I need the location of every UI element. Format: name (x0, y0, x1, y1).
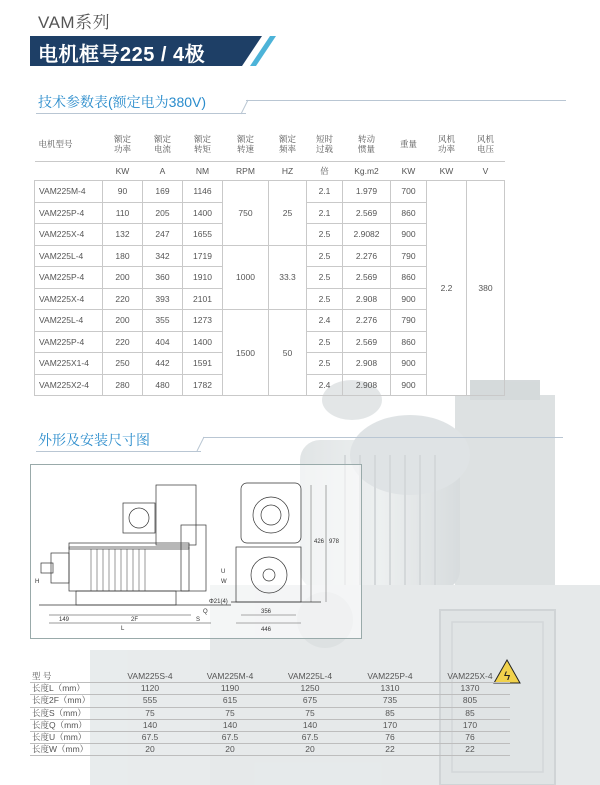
dims-row-label: 长度2F（mm） (30, 695, 110, 707)
speed-cell: 750 (223, 181, 269, 246)
dims-value-cell: 170 (350, 719, 430, 731)
dims-title-rule (203, 437, 563, 438)
current-cell: 205 (143, 202, 183, 224)
overload-cell: 2.1 (307, 181, 343, 203)
dims-model-header: VAM225P-4 (350, 671, 430, 683)
overload-cell: 2.5 (307, 288, 343, 310)
params-col-header: 风机 电压 (467, 127, 505, 162)
params-title-underline (36, 113, 246, 114)
inertia-cell: 2.908 (343, 353, 391, 375)
dims-title-underline (36, 451, 201, 452)
dims-value-cell: 75 (270, 707, 350, 719)
power-cell: 110 (103, 202, 143, 224)
params-col-header: 风机 功率 (427, 127, 467, 162)
label-2f: 2F (131, 617, 139, 623)
fan-power-cell: 2.2 (427, 181, 467, 396)
model-cell: VAM225P-4 (35, 267, 103, 289)
inertia-cell: 1.979 (343, 181, 391, 203)
label-426: 426 (314, 539, 325, 545)
current-cell: 247 (143, 224, 183, 246)
params-col-header: 电机型号 (35, 127, 103, 162)
current-cell: 393 (143, 288, 183, 310)
weight-cell: 900 (391, 353, 427, 375)
dims-model-header: VAM225S-4 (110, 671, 190, 683)
overload-cell: 2.4 (307, 374, 343, 396)
model-cell: VAM225X2-4 (35, 374, 103, 396)
model-cell: VAM225X-4 (35, 224, 103, 246)
dimension-drawing (30, 464, 362, 639)
dims-value-cell: 1310 (350, 683, 430, 695)
model-cell: VAM225M-4 (35, 181, 103, 203)
params-title-slant (240, 99, 250, 115)
overload-cell: 2.1 (307, 202, 343, 224)
dims-model-header: VAM225M-4 (190, 671, 270, 683)
params-col-unit: KW (427, 162, 467, 181)
power-cell: 90 (103, 181, 143, 203)
current-cell: 355 (143, 310, 183, 332)
label-w: W (221, 579, 227, 585)
dims-value-cell: 170 (430, 719, 510, 731)
dims-value-cell: 1120 (110, 683, 190, 695)
params-header-row (35, 127, 505, 162)
inertia-cell: 2.908 (343, 288, 391, 310)
dims-value-cell: 75 (190, 707, 270, 719)
params-col-header: 重量 (391, 127, 427, 162)
table-row (30, 731, 510, 743)
motor-front-view (231, 483, 326, 623)
torque-cell: 1719 (183, 245, 223, 267)
power-cell: 132 (103, 224, 143, 246)
model-cell: VAM225X1-4 (35, 353, 103, 375)
dims-model-header: VAM225X-4 (430, 671, 510, 683)
dims-value-cell: 20 (190, 744, 270, 756)
inertia-cell: 2.569 (343, 267, 391, 289)
dims-value-cell: 805 (430, 695, 510, 707)
torque-cell: 1910 (183, 267, 223, 289)
model-cell: VAM225L-4 (35, 310, 103, 332)
weight-cell: 860 (391, 331, 427, 353)
dims-value-cell: 22 (350, 744, 430, 756)
params-col-unit: Kg.m2 (343, 162, 391, 181)
torque-cell: 1400 (183, 202, 223, 224)
weight-cell: 900 (391, 224, 427, 246)
label-446: 446 (261, 627, 272, 633)
dims-value-cell: 140 (190, 719, 270, 731)
params-col-header: 额定 功率 (103, 127, 143, 162)
series-label: VAM系列 (38, 13, 111, 32)
torque-cell: 1591 (183, 353, 223, 375)
params-col-header: 额定 电流 (143, 127, 183, 162)
dims-value-cell: 1250 (270, 683, 350, 695)
weight-cell: 860 (391, 202, 427, 224)
power-cell: 250 (103, 353, 143, 375)
params-col-unit: 倍 (307, 162, 343, 181)
table-row (30, 683, 510, 695)
params-col-header: 额定 频率 (269, 127, 307, 162)
label-978: 978 (329, 539, 340, 545)
dims-row-label: 长度S（mm） (30, 707, 110, 719)
current-cell: 404 (143, 331, 183, 353)
overload-cell: 2.5 (307, 245, 343, 267)
inertia-cell: 2.569 (343, 202, 391, 224)
dims-section-title: 外形及安装尺寸图 (38, 432, 150, 448)
freq-cell: 50 (269, 310, 307, 396)
dims-header-label: 型 号 (30, 671, 110, 683)
power-cell: 200 (103, 310, 143, 332)
label-l: L (121, 626, 125, 632)
label-356: 356 (261, 609, 272, 615)
table-row (30, 744, 510, 756)
dims-value-cell: 75 (110, 707, 190, 719)
dims-value-cell: 76 (430, 731, 510, 743)
torque-cell: 1782 (183, 374, 223, 396)
label-149: 149 (59, 617, 70, 623)
params-col-unit: A (143, 162, 183, 181)
params-col-unit: NM (183, 162, 223, 181)
dims-model-header: VAM225L-4 (270, 671, 350, 683)
inertia-cell: 2.908 (343, 374, 391, 396)
weight-cell: 860 (391, 267, 427, 289)
inertia-cell: 2.276 (343, 245, 391, 267)
dims-row-label: 长度Q（mm） (30, 719, 110, 731)
label-u: U (221, 569, 226, 575)
params-col-unit: HZ (269, 162, 307, 181)
table-row (30, 695, 510, 707)
dims-value-cell: 20 (110, 744, 190, 756)
dims-value-cell: 140 (110, 719, 190, 731)
current-cell: 480 (143, 374, 183, 396)
weight-cell: 790 (391, 310, 427, 332)
dims-row-label: 长度W（mm） (30, 744, 110, 756)
dims-value-cell: 675 (270, 695, 350, 707)
params-unit-row (35, 162, 505, 181)
params-col-unit: KW (103, 162, 143, 181)
inertia-cell: 2.9082 (343, 224, 391, 246)
params-title-rule (246, 100, 566, 101)
overload-cell: 2.5 (307, 267, 343, 289)
inertia-cell: 2.276 (343, 310, 391, 332)
dims-value-cell: 555 (110, 695, 190, 707)
torque-cell: 2101 (183, 288, 223, 310)
freq-cell: 33.3 (269, 245, 307, 310)
params-table (34, 127, 505, 396)
label-h: H (35, 579, 40, 585)
dims-header-row (30, 671, 510, 683)
page-title: 电机框号225 / 4极 (38, 44, 206, 66)
params-col-unit: V (467, 162, 505, 181)
dims-title-slant (196, 436, 206, 452)
overload-cell: 2.4 (307, 310, 343, 332)
model-cell: VAM225L-4 (35, 245, 103, 267)
speed-cell: 1000 (223, 245, 269, 310)
model-cell: VAM225P-4 (35, 202, 103, 224)
params-col-header: 短时 过载 (307, 127, 343, 162)
dims-value-cell: 85 (430, 707, 510, 719)
current-cell: 360 (143, 267, 183, 289)
dims-row-label: 长度U（mm） (30, 731, 110, 743)
dims-value-cell: 22 (430, 744, 510, 756)
dims-table (30, 671, 510, 756)
torque-cell: 1273 (183, 310, 223, 332)
dims-value-cell: 1190 (190, 683, 270, 695)
torque-cell: 1146 (183, 181, 223, 203)
table-row (35, 181, 505, 203)
params-col-header: 额定 转矩 (183, 127, 223, 162)
label-q: Q (203, 609, 208, 615)
weight-cell: 900 (391, 288, 427, 310)
weight-cell: 700 (391, 181, 427, 203)
current-cell: 169 (143, 181, 183, 203)
dims-value-cell: 76 (350, 731, 430, 743)
power-cell: 200 (103, 267, 143, 289)
dims-value-cell: 67.5 (270, 731, 350, 743)
params-col-unit: KW (391, 162, 427, 181)
model-cell: VAM225X-4 (35, 288, 103, 310)
label-phi: Φ21(4) (209, 599, 228, 605)
dims-value-cell: 67.5 (110, 731, 190, 743)
params-section-title: 技术参数表(额定电为380V) (38, 94, 207, 110)
params-col-unit: RPM (223, 162, 269, 181)
speed-cell: 1500 (223, 310, 269, 396)
dims-value-cell: 615 (190, 695, 270, 707)
weight-cell: 900 (391, 374, 427, 396)
power-cell: 280 (103, 374, 143, 396)
dims-value-cell: 67.5 (190, 731, 270, 743)
table-row (30, 719, 510, 731)
power-cell: 180 (103, 245, 143, 267)
overload-cell: 2.5 (307, 353, 343, 375)
dims-value-cell: 735 (350, 695, 430, 707)
current-cell: 442 (143, 353, 183, 375)
torque-cell: 1655 (183, 224, 223, 246)
dims-value-cell: 140 (270, 719, 350, 731)
table-row (30, 707, 510, 719)
power-cell: 220 (103, 288, 143, 310)
weight-cell: 790 (391, 245, 427, 267)
params-col-header: 转动 惯量 (343, 127, 391, 162)
model-cell: VAM225P-4 (35, 331, 103, 353)
dims-row-label: 长度L（mm） (30, 683, 110, 695)
dims-value-cell: 1370 (430, 683, 510, 695)
dims-value-cell: 20 (270, 744, 350, 756)
params-col-unit (35, 162, 103, 181)
overload-cell: 2.5 (307, 331, 343, 353)
torque-cell: 1400 (183, 331, 223, 353)
fan-voltage-cell: 380 (467, 181, 505, 396)
dims-value-cell: 85 (350, 707, 430, 719)
params-col-header: 额定 转速 (223, 127, 269, 162)
inertia-cell: 2.569 (343, 331, 391, 353)
overload-cell: 2.5 (307, 224, 343, 246)
motor-side-view (39, 485, 231, 623)
current-cell: 342 (143, 245, 183, 267)
power-cell: 220 (103, 331, 143, 353)
label-s: S (196, 617, 201, 623)
freq-cell: 25 (269, 181, 307, 246)
